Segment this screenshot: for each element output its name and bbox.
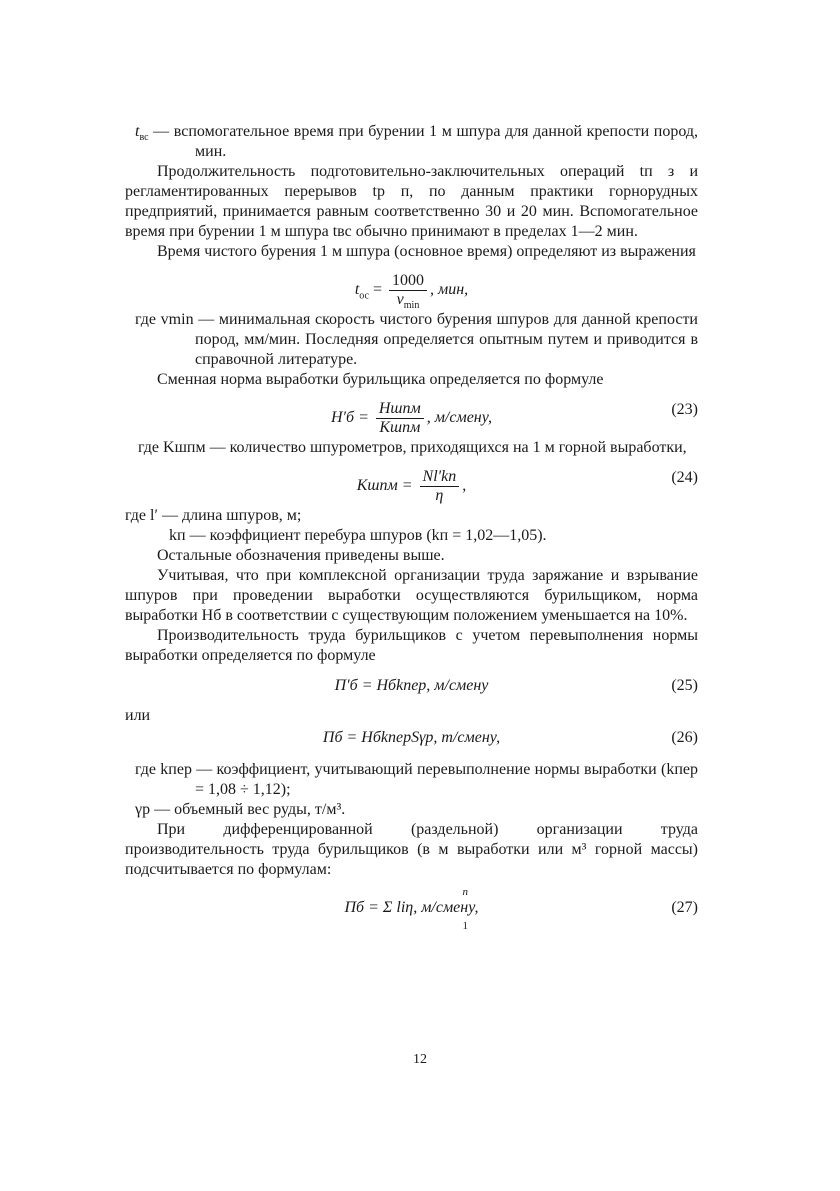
formula-toc: [125, 262, 698, 310]
formula-24-fraction: [420, 468, 460, 505]
formula-23: [125, 390, 698, 438]
formula-toc-lhs-sub: ос: [359, 290, 369, 302]
formula-toc-den-sub: min: [403, 300, 420, 312]
definition-gamma: γр — объемный вес руды, т/м³.: [135, 801, 346, 818]
symbol-t: t: [135, 123, 140, 140]
formula-23-fraction: [376, 400, 424, 437]
formula-26: [125, 726, 698, 760]
formula-23-expr: [125, 400, 698, 437]
formula-toc-fraction: [389, 272, 427, 312]
formula-toc-unit: , мин,: [430, 281, 469, 299]
symbol-sub: вс: [139, 132, 149, 144]
definition-kshpm: где Kшпм — количество шпурометров, приходящихся на 1 м горной выработки,: [138, 439, 687, 456]
paragraph-duration: Продолжительность подготовительно-заключительных операций tп з и регламентированных перерывов tр п, по данным практики горнорудных предприятий, принимается равным соответственно 30 и 20 мин. Вспомогательное время при бурении 1 м шпура tвс обычно принимают в пределах 1—2 мин.: [125, 163, 698, 240]
formula-toc-denominator: [389, 291, 427, 312]
formula-24-lhs: Kшпм =: [356, 477, 413, 495]
formula-toc-den-symbol: v: [396, 291, 404, 308]
definition-kp: kп — коэффициент перебура шпуров (kп = 1,02—1,05).: [169, 527, 547, 544]
formula-27: [125, 880, 698, 942]
definition-l: где l′ — длина шпуров, м;: [125, 507, 302, 524]
formula-23-lhs: H′б =: [330, 409, 369, 427]
paragraph-productivity: Производительность труда бурильщиков с учетом перевыполнения нормы выработки определяется по формуле: [125, 627, 698, 664]
word-or: или: [125, 707, 151, 724]
formula-25-number: (25): [671, 677, 698, 694]
paragraph-norm: Сменная норма выработки бурильщика определяется по формуле: [157, 371, 604, 388]
formula-27-expr-wrap: [125, 886, 698, 932]
body-text: [125, 122, 698, 942]
formula-24-expr: [125, 468, 698, 505]
formula-27-sum-bottom: 1: [462, 920, 468, 932]
paragraph-diff: При дифференцированной (раздельной) организации труда производительность труда бурильщиков (в м выработки или м³ горной массы) подсчитывается по формулам:: [125, 821, 698, 878]
formula-26-number: (26): [671, 729, 698, 746]
formula-23-unit: , м/смену,: [426, 409, 493, 427]
definition-tvs: [125, 122, 698, 162]
formula-23-number: (23): [671, 401, 698, 418]
formula-24-unit: ,: [462, 477, 467, 495]
formula-25-expr: П′б = Hбkпер, м/смену: [334, 677, 489, 694]
formula-24-denominator: η: [435, 487, 444, 504]
formula-23-denominator: Kшпм: [379, 419, 421, 436]
formula-toc-lhs: t: [354, 281, 360, 299]
definition-vmin: где vmin — минимальная скорость чистого бурения шпуров для данной крепости пород, мм/мин. Последняя определяется опытным путем и приводится в справочной литературе.: [135, 311, 698, 368]
formula-26-expr: Пб = HбkперSγр, т/смену,: [322, 729, 501, 746]
formula-23-numerator: Hшпм: [376, 400, 424, 419]
formula-24: [125, 458, 698, 506]
formula-27-expr: Пб = Σ liη, м/смену,: [344, 899, 479, 916]
definition-text: — вспомогательное время при бурении 1 м шпура для данной крепости пород, мин.: [148, 123, 698, 160]
formula-27-sum-limits: [344, 886, 479, 932]
formula-27-sum-top: n: [462, 886, 468, 898]
definition-kper: где kпер — коэффициент, учитывающий перевыполнение нормы выработки (kпер = 1,08 ÷ 1,12);: [135, 761, 698, 798]
paragraph-complex: Учитывая, что при комплексной организации труда заряжание и взрывание шпуров при проведении выработки осуществляются бурильщиком, норма выработки Hб в соответствии с существующим положением уменьшается на 10%.: [125, 567, 698, 624]
paragraph-other: Остальные обозначения приведены выше.: [157, 547, 445, 564]
paragraph-pure-time: Время чистого бурения 1 м шпура (основное время) определяют из выражения: [157, 243, 696, 260]
formula-24-numerator: Nl′kп: [420, 468, 460, 487]
page-number: 12: [413, 1052, 427, 1067]
formula-toc-numerator: 1000: [389, 272, 427, 291]
formula-27-number: (27): [671, 899, 698, 916]
formula-toc-expr: $t_{ос}$ = $\frac{1000}{v_{min}}$ , мин,: [354, 272, 469, 312]
formula-24-number: (24): [671, 469, 698, 486]
formula-25: [125, 666, 698, 706]
